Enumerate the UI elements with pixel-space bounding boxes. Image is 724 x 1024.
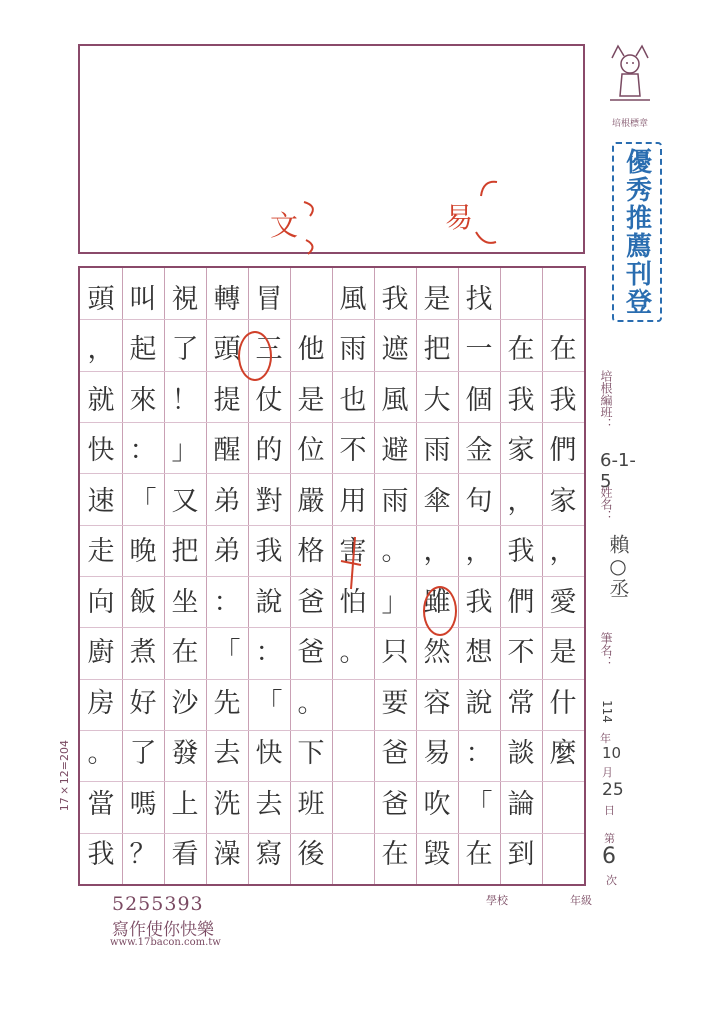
class-label: 培根編班： xyxy=(599,370,613,430)
character-cell: 澡 xyxy=(213,839,241,871)
character-cell xyxy=(290,274,332,325)
character-cell xyxy=(332,830,374,881)
character-cell: 什 xyxy=(549,687,577,719)
year-value: 114 xyxy=(600,700,614,723)
badge-text: 優秀推薦刊登 xyxy=(621,148,652,316)
comment-mark-left: 文 xyxy=(270,209,299,242)
recommend-badge xyxy=(612,142,662,322)
character-cell xyxy=(500,274,542,325)
character-cell: 。 xyxy=(381,536,409,568)
character-cell: 在 xyxy=(549,334,577,366)
character-cell: 爸 xyxy=(381,788,409,820)
character-cell: 想 xyxy=(465,637,493,669)
bracket-mark-icon xyxy=(298,196,328,256)
character-cell: 雨 xyxy=(423,435,451,467)
character-cell: 嚴 xyxy=(297,485,325,517)
character-cell: 們 xyxy=(549,435,577,467)
character-cell: 遮 xyxy=(381,334,409,366)
character-cell: 冒 xyxy=(255,283,283,315)
character-cell: 「 xyxy=(213,637,241,669)
character-cell: 好 xyxy=(129,687,157,719)
character-cell: 把 xyxy=(171,536,199,568)
character-cell: 頭 xyxy=(213,334,241,366)
character-cell: 風 xyxy=(381,384,409,416)
character-cell: 爸 xyxy=(381,738,409,770)
character-cell: 風 xyxy=(339,283,367,315)
character-cell: 飯 xyxy=(129,586,157,618)
character-cell: 了 xyxy=(129,738,157,770)
year-label: 年 xyxy=(600,732,611,745)
character-cell: 雨 xyxy=(339,334,367,366)
character-cell: 格 xyxy=(297,536,325,568)
website: www.17bacon.com.tw xyxy=(110,937,221,948)
character-cell: 就 xyxy=(87,384,115,416)
character-cell: 說 xyxy=(465,687,493,719)
character-cell: 在 xyxy=(465,839,493,871)
character-cell: ， xyxy=(507,485,535,517)
character-cell: 下 xyxy=(297,738,325,770)
month-label: 月 xyxy=(602,766,613,779)
character-cell: 麼 xyxy=(549,738,577,770)
character-cell: 他 xyxy=(297,334,325,366)
character-cell: 嗎 xyxy=(129,788,157,820)
character-cell: 是 xyxy=(297,384,325,416)
character-cell: 把 xyxy=(423,334,451,366)
character-cell: 看 xyxy=(171,839,199,871)
character-cell: 上 xyxy=(171,788,199,820)
character-cell: 沙 xyxy=(171,687,199,719)
character-cell: 要 xyxy=(381,687,409,719)
teacher-check-mark-icon xyxy=(337,533,367,593)
character-cell: 頭 xyxy=(87,283,115,315)
character-cell: 來 xyxy=(129,384,157,416)
character-cell xyxy=(332,729,374,780)
character-cell: 廚 xyxy=(87,637,115,669)
character-cell: 向 xyxy=(87,586,115,618)
character-cell: 對 xyxy=(255,485,283,517)
day-label: 日 xyxy=(604,804,615,817)
character-cell: ？ xyxy=(129,839,157,871)
pen-name-label: 筆名： xyxy=(599,632,613,668)
character-cell: 論 xyxy=(507,788,535,820)
character-cell: 房 xyxy=(87,687,115,719)
character-cell: 在 xyxy=(171,637,199,669)
character-cell: 仗 xyxy=(255,384,283,416)
character-cell: 速 xyxy=(87,485,115,517)
character-cell: 」 xyxy=(171,435,199,467)
character-cell: 發 xyxy=(171,738,199,770)
tree-character-icon xyxy=(600,40,660,110)
character-cell: 容 xyxy=(423,687,451,719)
teacher-comment-box xyxy=(78,44,585,254)
character-cell: 了 xyxy=(171,334,199,366)
character-cell: 當 xyxy=(87,788,115,820)
character-cell: 家 xyxy=(549,485,577,517)
character-cell: 我 xyxy=(87,839,115,871)
character-cell: 。 xyxy=(87,738,115,770)
character-cell: 我 xyxy=(255,536,283,568)
character-cell: 「 xyxy=(255,687,283,719)
character-cell: 句 xyxy=(465,485,493,517)
character-cell: 我 xyxy=(465,586,493,618)
character-cell: 用 xyxy=(339,485,367,517)
character-cell: 坐 xyxy=(171,586,199,618)
character-cell xyxy=(332,678,374,729)
character-cell: ： xyxy=(255,637,283,669)
bracket-mark-icon xyxy=(475,176,505,216)
name-label: 姓名： xyxy=(599,486,613,522)
name-value: 賴○丞 xyxy=(606,534,630,598)
session-label: 第 xyxy=(604,832,615,845)
character-cell: 寫 xyxy=(255,839,283,871)
text-column xyxy=(500,274,542,880)
character-cell: 不 xyxy=(507,637,535,669)
character-cell: 雨 xyxy=(381,485,409,517)
character-cell: 愛 xyxy=(549,586,577,618)
character-cell: 一 xyxy=(465,334,493,366)
character-cell: 三 xyxy=(255,334,283,366)
character-cell: 去 xyxy=(255,788,283,820)
character-cell: 爸 xyxy=(297,586,325,618)
character-cell: 起 xyxy=(129,334,157,366)
character-cell: 去 xyxy=(213,738,241,770)
stamp-logo xyxy=(600,40,660,129)
character-cell: 洗 xyxy=(213,788,241,820)
character-cell: 傘 xyxy=(423,485,451,517)
stamp-caption: 培根標章 xyxy=(611,119,648,129)
character-cell: 我 xyxy=(507,384,535,416)
text-column xyxy=(164,274,206,880)
text-column xyxy=(416,274,458,880)
character-cell: ， xyxy=(465,536,493,568)
character-cell: 弟 xyxy=(213,536,241,568)
character-cell: 是 xyxy=(423,283,451,315)
character-cell: ： xyxy=(129,435,157,467)
character-cell: 大 xyxy=(423,384,451,416)
text-column xyxy=(374,274,416,880)
character-cell: ： xyxy=(465,738,493,770)
character-cell: 我 xyxy=(381,283,409,315)
text-column xyxy=(122,274,164,880)
character-cell: 易 xyxy=(423,738,451,770)
character-cell: 視 xyxy=(171,283,199,315)
character-cell: 說 xyxy=(255,586,283,618)
character-cell: ： xyxy=(213,586,241,618)
grade-label: 年級 xyxy=(570,894,592,907)
character-cell: 害 xyxy=(339,536,367,568)
character-cell: ！ xyxy=(171,384,199,416)
text-column xyxy=(542,274,584,779)
teacher-circle-mark xyxy=(238,331,272,381)
character-cell: 「 xyxy=(465,788,493,820)
character-cell: 只 xyxy=(381,637,409,669)
comment-mark-right: 易 xyxy=(445,201,474,234)
character-cell: 」 xyxy=(381,586,409,618)
character-cell: 不 xyxy=(339,435,367,467)
phone-number: 5255393 xyxy=(112,893,204,915)
character-cell: 弟 xyxy=(213,485,241,517)
sidebar-info xyxy=(596,370,646,890)
character-cell: 常 xyxy=(507,687,535,719)
character-cell: 後 xyxy=(297,839,325,871)
character-cell: 又 xyxy=(171,485,199,517)
text-column xyxy=(290,274,332,880)
character-cell: 找 xyxy=(465,283,493,315)
character-cell: 家 xyxy=(507,435,535,467)
grid-spec: 17×12=204 xyxy=(58,740,71,812)
character-cell: 叫 xyxy=(129,283,157,315)
character-cell: 到 xyxy=(507,839,535,871)
character-cell: 在 xyxy=(507,334,535,366)
character-cell: 走 xyxy=(87,536,115,568)
character-cell xyxy=(332,779,374,830)
writing-grid xyxy=(78,266,586,886)
character-cell: 「 xyxy=(129,485,157,517)
character-cell: 快 xyxy=(255,738,283,770)
character-cell: 的 xyxy=(255,435,283,467)
month-value: 10 xyxy=(602,744,622,762)
character-cell: 金 xyxy=(465,435,493,467)
character-cell: 。 xyxy=(339,637,367,669)
character-cell: 們 xyxy=(507,586,535,618)
character-cell: 位 xyxy=(297,435,325,467)
character-cell: 然 xyxy=(423,637,451,669)
text-column xyxy=(80,274,122,880)
text-column xyxy=(458,274,500,880)
character-cell: 爸 xyxy=(297,637,325,669)
character-cell: 避 xyxy=(381,435,409,467)
character-cell xyxy=(542,274,584,325)
character-cell: 快 xyxy=(87,435,115,467)
character-cell: 毀 xyxy=(423,839,451,871)
character-cell: ， xyxy=(549,536,577,568)
character-cell: 談 xyxy=(507,738,535,770)
character-cell: ， xyxy=(87,334,115,366)
character-cell: 醒 xyxy=(213,435,241,467)
slogan: 寫作使你快樂 xyxy=(112,920,214,940)
day-value: 25 xyxy=(602,780,624,800)
character-cell: 怕 xyxy=(339,586,367,618)
teacher-circle-mark xyxy=(423,586,457,636)
character-cell: 晚 xyxy=(129,536,157,568)
character-cell: 我 xyxy=(507,536,535,568)
character-cell: 先 xyxy=(213,687,241,719)
character-cell: 班 xyxy=(297,788,325,820)
session-suffix: 次 xyxy=(606,874,617,887)
character-cell: 煮 xyxy=(129,637,157,669)
bracket-mark-icon xyxy=(472,226,502,256)
class-value: 6-1-5 xyxy=(600,450,636,492)
character-cell: 吹 xyxy=(423,788,451,820)
character-cell: 個 xyxy=(465,384,493,416)
character-cell: 在 xyxy=(381,839,409,871)
character-cell: 雖 xyxy=(423,586,451,618)
character-cell: 提 xyxy=(213,384,241,416)
character-cell: ， xyxy=(423,536,451,568)
character-cell: 我 xyxy=(549,384,577,416)
character-cell: 是 xyxy=(549,637,577,669)
session-value: 6 xyxy=(602,844,616,869)
school-label: 學校 xyxy=(486,894,508,907)
character-cell: 。 xyxy=(297,687,325,719)
character-cell: 也 xyxy=(339,384,367,416)
character-cell: 轉 xyxy=(213,283,241,315)
